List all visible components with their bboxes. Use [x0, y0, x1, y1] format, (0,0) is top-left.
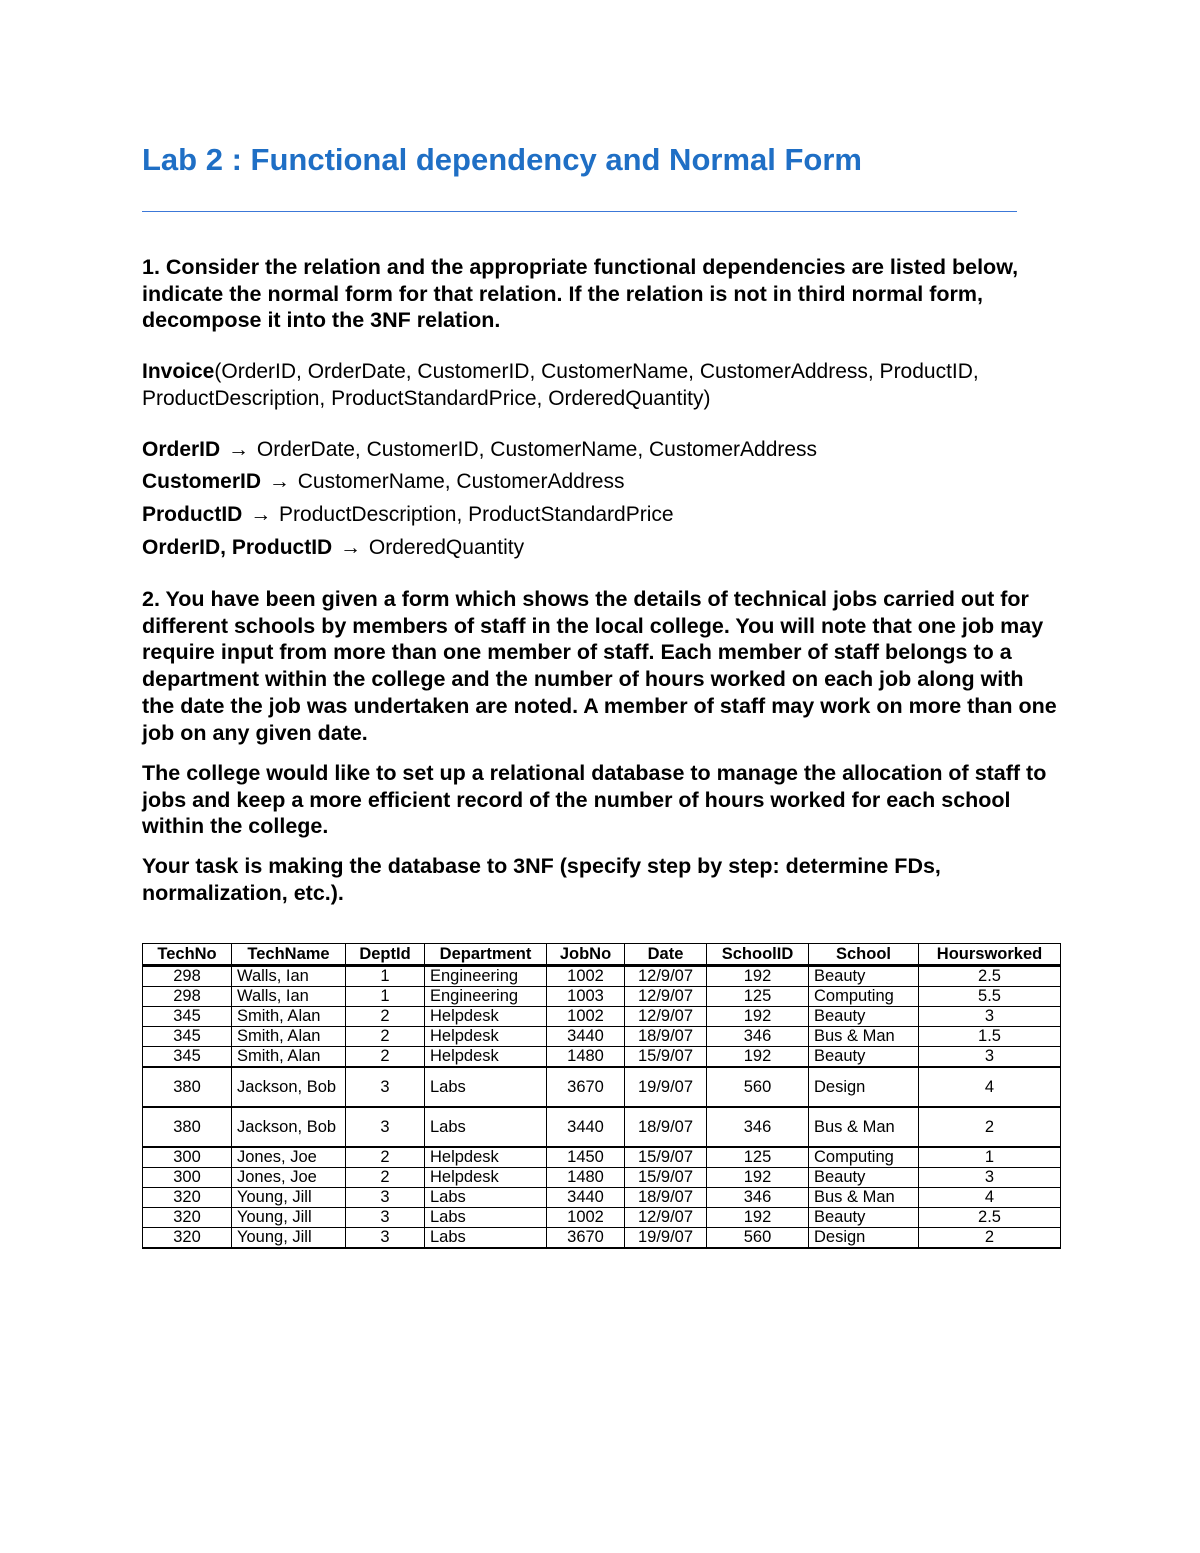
cell-school: Computing [809, 1147, 919, 1168]
cell-school: Beauty [809, 1208, 919, 1228]
cell-department: Helpdesk [425, 1147, 547, 1168]
cell-deptid: 2 [346, 1147, 425, 1168]
functional-dependency-4 [142, 535, 524, 561]
cell-schoolid: 192 [707, 1047, 809, 1068]
cell-jobno: 3440 [547, 1107, 625, 1147]
cell-techname: Jackson, Bob [232, 1067, 346, 1107]
fd-lhs: CustomerID [142, 470, 262, 493]
cell-techname: Walls, Ian [232, 966, 346, 987]
cell-date: 19/9/07 [625, 1067, 707, 1107]
document-title: Lab 2 : Functional dependency and Normal Form [142, 142, 862, 177]
cell-department: Labs [425, 1228, 547, 1249]
table-row [143, 1107, 1061, 1147]
cell-hoursworked: 2 [919, 1228, 1061, 1249]
invoice-relation [142, 358, 1060, 412]
cell-techno: 380 [143, 1107, 232, 1147]
question-2-paragraph-2: The college would like to set up a relational database to manage the allocation of staff to jobs and keep a more efficient record of the number of hours worked for each school within the college. [142, 761, 1047, 839]
cell-schoolid: 125 [707, 987, 809, 1007]
cell-schoolid: 192 [707, 1208, 809, 1228]
cell-techno: 300 [143, 1168, 232, 1188]
tech-jobs-table [142, 943, 1061, 1249]
cell-hoursworked: 3 [919, 1007, 1061, 1027]
table-row [143, 1007, 1061, 1027]
cell-techname: Smith, Alan [232, 1007, 346, 1027]
cell-deptid: 3 [346, 1107, 425, 1147]
fd-lhs: OrderID, ProductID [142, 536, 333, 559]
cell-jobno: 3440 [547, 1027, 625, 1047]
cell-techname: Smith, Alan [232, 1047, 346, 1068]
table-row [143, 987, 1061, 1007]
cell-department: Labs [425, 1188, 547, 1208]
table-row [143, 1147, 1061, 1168]
cell-deptid: 2 [346, 1007, 425, 1027]
fd-lhs: OrderID [142, 438, 221, 461]
cell-techno: 380 [143, 1067, 232, 1107]
relation-name: Invoice [142, 360, 215, 383]
cell-deptid: 2 [346, 1027, 425, 1047]
fd-arrow: → [340, 536, 362, 559]
cell-department: Helpdesk [425, 1027, 547, 1047]
cell-techname: Jones, Joe [232, 1147, 346, 1168]
cell-jobno: 1480 [547, 1168, 625, 1188]
cell-techno: 320 [143, 1228, 232, 1249]
table-row [143, 1027, 1061, 1047]
cell-hoursworked: 1 [919, 1147, 1061, 1168]
cell-date: 15/9/07 [625, 1147, 707, 1168]
cell-date: 19/9/07 [625, 1228, 707, 1249]
cell-jobno: 3670 [547, 1228, 625, 1249]
cell-department: Helpdesk [425, 1168, 547, 1188]
cell-techname: Young, Jill [232, 1228, 346, 1249]
cell-deptid: 1 [346, 987, 425, 1007]
cell-jobno: 3440 [547, 1188, 625, 1208]
cell-deptid: 3 [346, 1228, 425, 1249]
cell-techname: Smith, Alan [232, 1027, 346, 1047]
cell-hoursworked: 5.5 [919, 987, 1061, 1007]
cell-department: Helpdesk [425, 1047, 547, 1068]
question-2-paragraph-1: 2. You have been given a form which shows the details of technical jobs carried out for different schools by members of staff in the local college. You will note that one job may require input from more than one member of staff. Each member of staff belongs to a department within the college and the number of hours worked on each job along with the date the job was undertaken are noted. A member of staff may work on more than one job on any given date. [142, 587, 1057, 745]
cell-techno: 298 [143, 966, 232, 987]
cell-date: 12/9/07 [625, 1208, 707, 1228]
cell-techname: Jones, Joe [232, 1168, 346, 1188]
cell-techname: Walls, Ian [232, 987, 346, 1007]
cell-jobno: 1002 [547, 966, 625, 987]
fd-lhs: ProductID [142, 503, 243, 526]
cell-techno: 345 [143, 1007, 232, 1027]
cell-hoursworked: 1.5 [919, 1027, 1061, 1047]
cell-techname: Jackson, Bob [232, 1107, 346, 1147]
question-2-task: Your task is making the database to 3NF (specify step by step: determine FDs, normalization, etc.). [142, 854, 941, 905]
cell-school: Bus & Man [809, 1107, 919, 1147]
fd-rhs: ProductDescription, ProductStandardPrice [279, 503, 674, 526]
cell-hoursworked: 4 [919, 1188, 1061, 1208]
fd-arrow: → [268, 470, 290, 493]
cell-schoolid: 346 [707, 1188, 809, 1208]
cell-techno: 320 [143, 1188, 232, 1208]
cell-schoolid: 125 [707, 1147, 809, 1168]
cell-deptid: 2 [346, 1047, 425, 1068]
cell-date: 15/9/07 [625, 1168, 707, 1188]
cell-deptid: 3 [346, 1208, 425, 1228]
fd-rhs: CustomerName, CustomerAddress [297, 470, 625, 493]
cell-jobno: 1450 [547, 1147, 625, 1168]
cell-jobno: 3670 [547, 1067, 625, 1107]
cell-techname: Young, Jill [232, 1208, 346, 1228]
fd-arrow: → [228, 438, 250, 461]
fd-rhs: OrderDate, CustomerID, CustomerName, CustomerAddress [256, 438, 818, 461]
cell-jobno: 1480 [547, 1047, 625, 1068]
cell-school: Bus & Man [809, 1027, 919, 1047]
cell-deptid: 3 [346, 1188, 425, 1208]
cell-date: 18/9/07 [625, 1027, 707, 1047]
column-header-school: School [809, 944, 919, 966]
cell-techno: 345 [143, 1047, 232, 1068]
cell-department: Helpdesk [425, 1007, 547, 1027]
cell-schoolid: 192 [707, 966, 809, 987]
column-header-techno: TechNo [143, 944, 232, 966]
cell-department: Labs [425, 1107, 547, 1147]
cell-jobno: 1002 [547, 1208, 625, 1228]
cell-jobno: 1003 [547, 987, 625, 1007]
question-1-text: 1. Consider the relation and the appropriate functional dependencies are listed below, indicate the normal form for that relation. If the relation is not in third normal form, decompose it into the 3NF relation. [142, 255, 1019, 333]
table-row [143, 1228, 1061, 1249]
cell-school: Design [809, 1228, 919, 1249]
cell-school: Computing [809, 987, 919, 1007]
cell-date: 15/9/07 [625, 1047, 707, 1068]
column-header-department: Department [425, 944, 547, 966]
functional-dependency-1 [142, 437, 817, 463]
column-header-date: Date [625, 944, 707, 966]
cell-schoolid: 192 [707, 1007, 809, 1027]
cell-school: Beauty [809, 1007, 919, 1027]
cell-schoolid: 560 [707, 1067, 809, 1107]
functional-dependency-2 [142, 469, 625, 495]
relation-attributes: (OrderID, OrderDate, CustomerID, CustomerName, CustomerAddress, ProductID, ProductDescription, ProductStandardPrice, OrderedQuantity) [142, 360, 979, 410]
cell-deptid: 3 [346, 1067, 425, 1107]
fd-rhs: OrderedQuantity [368, 536, 525, 559]
cell-techno: 320 [143, 1208, 232, 1228]
cell-hoursworked: 2 [919, 1107, 1061, 1147]
cell-hoursworked: 2.5 [919, 1208, 1061, 1228]
table-row [143, 966, 1061, 987]
table-row [143, 1188, 1061, 1208]
cell-school: Beauty [809, 1168, 919, 1188]
cell-department: Labs [425, 1208, 547, 1228]
title-divider [142, 211, 1017, 212]
cell-schoolid: 560 [707, 1228, 809, 1249]
cell-techno: 345 [143, 1027, 232, 1047]
column-header-schoolid: SchoolID [707, 944, 809, 966]
cell-hoursworked: 3 [919, 1168, 1061, 1188]
column-header-hoursworked: Hoursworked [919, 944, 1061, 966]
cell-techname: Young, Jill [232, 1188, 346, 1208]
table-header-row [143, 944, 1061, 966]
fd-arrow: → [250, 503, 272, 526]
cell-deptid: 1 [346, 966, 425, 987]
table-row [143, 1208, 1061, 1228]
cell-hoursworked: 4 [919, 1067, 1061, 1107]
table-row [143, 1067, 1061, 1107]
functional-dependency-3 [142, 502, 674, 528]
table-row [143, 1168, 1061, 1188]
cell-schoolid: 346 [707, 1107, 809, 1147]
table-row [143, 1047, 1061, 1068]
cell-school: Beauty [809, 966, 919, 987]
cell-hoursworked: 2.5 [919, 966, 1061, 987]
cell-school: Design [809, 1067, 919, 1107]
cell-school: Bus & Man [809, 1188, 919, 1208]
cell-department: Engineering [425, 987, 547, 1007]
cell-date: 12/9/07 [625, 1007, 707, 1027]
cell-department: Labs [425, 1067, 547, 1107]
cell-techno: 300 [143, 1147, 232, 1168]
cell-schoolid: 192 [707, 1168, 809, 1188]
cell-school: Beauty [809, 1047, 919, 1068]
cell-date: 12/9/07 [625, 987, 707, 1007]
cell-date: 18/9/07 [625, 1188, 707, 1208]
column-header-deptid: DeptId [346, 944, 425, 966]
cell-hoursworked: 3 [919, 1047, 1061, 1068]
cell-deptid: 2 [346, 1168, 425, 1188]
cell-date: 18/9/07 [625, 1107, 707, 1147]
column-header-techname: TechName [232, 944, 346, 966]
cell-department: Engineering [425, 966, 547, 987]
column-header-jobno: JobNo [547, 944, 625, 966]
cell-schoolid: 346 [707, 1027, 809, 1047]
cell-techno: 298 [143, 987, 232, 1007]
cell-date: 12/9/07 [625, 966, 707, 987]
cell-jobno: 1002 [547, 1007, 625, 1027]
